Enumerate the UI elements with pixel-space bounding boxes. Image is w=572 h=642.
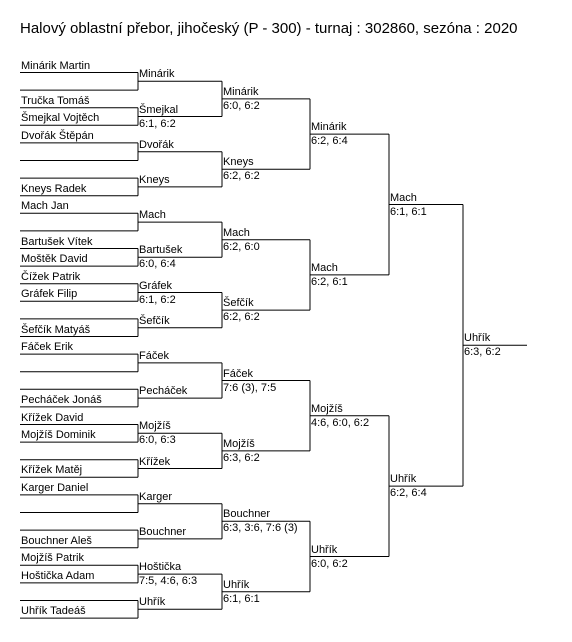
- player-name: Karger Daniel: [21, 481, 89, 494]
- player-name: Mach Jan: [21, 200, 69, 213]
- match-winner: Bouchner: [139, 525, 187, 538]
- player-name: Gráfek Filip: [21, 288, 78, 301]
- match-winner: Bartušek: [139, 244, 183, 257]
- player-name: Mojžíš Patrik: [21, 552, 84, 565]
- match-winner: Mojžíš: [139, 420, 171, 433]
- match-winner: Šmejkal: [139, 103, 179, 116]
- match-winner: Minárik: [139, 68, 175, 81]
- match-winner: Uhřík: [390, 473, 417, 486]
- match-score: 6:3, 3:6, 7:6 (3): [223, 522, 298, 535]
- player-name: Pecháček Jonáš: [21, 393, 102, 406]
- match-winner: Kneys: [223, 156, 254, 169]
- match-winner: Mojžíš: [311, 402, 343, 415]
- match-score: 7:6 (3), 7:5: [223, 381, 277, 394]
- match-score: 6:1, 6:1: [390, 205, 427, 218]
- match-score: 6:2, 6:0: [223, 240, 260, 253]
- match-winner: Křížek: [139, 455, 171, 468]
- page-title: Halový oblastní přebor, jihočeský (P - 300) - turnaj : 302860, sezóna : 2020: [20, 20, 518, 37]
- match-winner: Pecháček: [139, 385, 188, 398]
- match-score: 6:0, 6:4: [139, 258, 176, 271]
- match-score: 6:3, 6:2: [464, 346, 501, 359]
- match-winner: Uhřík: [223, 578, 250, 591]
- player-name: Šefčík Matyáš: [21, 323, 91, 336]
- player-name: Dvořák Štěpán: [21, 129, 94, 142]
- match-score: 6:2, 6:4: [390, 487, 427, 500]
- player-name: Minárik Martin: [21, 59, 91, 72]
- match-winner: Mojžíš: [223, 437, 255, 450]
- player-name: Křížek Matěj: [21, 464, 83, 477]
- player-name: Čížek Patrik: [21, 270, 81, 283]
- player-name: Moštěk David: [21, 253, 88, 266]
- match-winner: Uhřík: [464, 332, 491, 345]
- player-name: Fáček Erik: [21, 341, 73, 354]
- match-winner: Uhřík: [311, 543, 338, 556]
- match-winner: Minárik: [311, 121, 347, 134]
- match-score: 6:2, 6:2: [223, 311, 260, 324]
- match-score: 6:1, 6:1: [223, 592, 260, 605]
- match-winner: Kneys: [139, 173, 170, 186]
- match-winner: Bouchner: [223, 508, 271, 521]
- match-winner: Hoštička: [139, 561, 182, 574]
- match-score: 6:2, 6:1: [311, 275, 348, 288]
- match-score: 6:0, 6:2: [311, 557, 348, 570]
- match-score: 6:0, 6:2: [223, 99, 260, 112]
- player-name: Šmejkal Vojtěch: [21, 112, 100, 125]
- match-score: 6:2, 6:4: [311, 135, 348, 148]
- player-name: Tručka Tomáš: [21, 94, 90, 107]
- player-name: Hoštička Adam: [21, 569, 95, 582]
- player-name: Křížek David: [21, 411, 84, 424]
- match-score: 6:3, 6:2: [223, 451, 260, 464]
- match-score: 7:5, 4:6, 6:3: [139, 575, 198, 588]
- match-winner: Karger: [139, 490, 173, 503]
- player-name: Bouchner Aleš: [21, 534, 92, 547]
- match-winner: Gráfek: [139, 279, 173, 292]
- match-score: 6:2, 6:2: [223, 170, 260, 183]
- player-name: Kneys Radek: [21, 182, 87, 195]
- player-name: Mojžíš Dominik: [21, 429, 96, 442]
- match-score: 6:1, 6:2: [139, 117, 176, 130]
- match-winner: Dvořák: [139, 138, 174, 151]
- match-winner: Šefčík: [223, 297, 254, 310]
- match-winner: Šefčík: [139, 314, 170, 327]
- match-winner: Fáček: [139, 349, 169, 362]
- match-winner: Mach: [311, 261, 338, 274]
- match-score: 6:1, 6:2: [139, 293, 176, 306]
- match-score: 4:6, 6:0, 6:2: [311, 416, 370, 429]
- match-winner: Mach: [223, 226, 250, 239]
- match-winner: Mach: [390, 191, 417, 204]
- match-score: 6:0, 6:3: [139, 434, 176, 447]
- player-name: Uhřík Tadeáš: [21, 605, 86, 618]
- match-winner: Mach: [139, 209, 166, 222]
- match-winner: Minárik: [223, 85, 259, 98]
- match-winner: Fáček: [223, 367, 253, 380]
- player-name: Bartušek Vítek: [21, 235, 93, 248]
- match-winner: Uhřík: [139, 596, 166, 609]
